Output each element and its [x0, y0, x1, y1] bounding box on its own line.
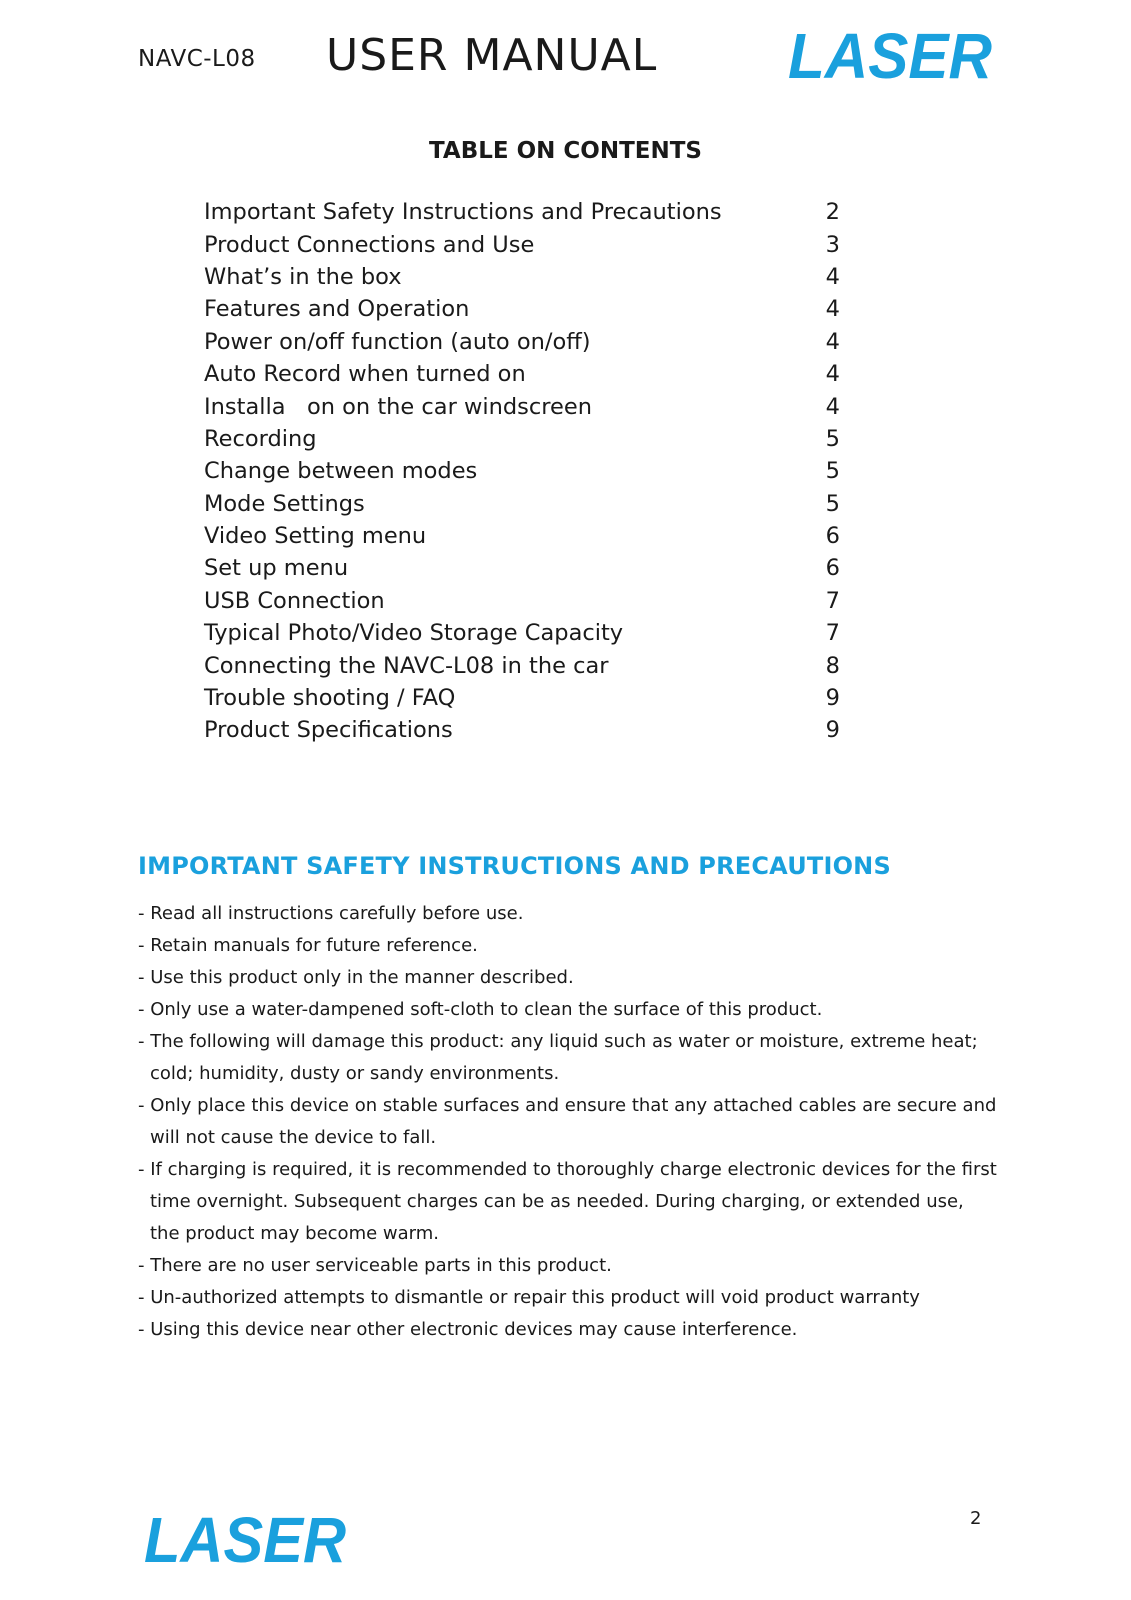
toc-entry-page: 7 — [825, 620, 840, 647]
safety-item: - Using this device near other electronic devices may cause interference. — [138, 1319, 798, 1340]
toc-entry-page: 4 — [825, 263, 840, 290]
model-number: NAVC-L08 — [138, 46, 256, 72]
toc-entry[interactable] — [204, 520, 840, 552]
toc-entry-page: 5 — [825, 458, 840, 485]
toc-entry[interactable] — [204, 293, 840, 325]
toc-entry[interactable] — [204, 649, 840, 681]
toc-entry-title: What’s in the box — [204, 263, 402, 290]
toc-entry-page: 8 — [825, 652, 840, 679]
toc-entry-title: Features and Operation — [204, 296, 470, 323]
toc-entry-title: Mode Settings — [204, 490, 365, 517]
toc-entry-title: Power on/off function (auto on/off) — [204, 328, 591, 355]
toc-entry-page: 3 — [825, 231, 840, 258]
safety-item: - Un-authorized attempts to dismantle or repair this product will void product warranty — [138, 1287, 920, 1308]
safety-item: - If charging is required, it is recommended to thoroughly charge electronic devices for the first time overnight. Subsequent charges can be as needed. During charging, or extended use, the product may become warm. — [138, 1159, 997, 1244]
table-of-contents — [204, 196, 840, 747]
toc-entry-page: 5 — [825, 490, 840, 517]
toc-entry-title: Product Connections and Use — [204, 231, 535, 258]
toc-entry[interactable] — [204, 326, 840, 358]
toc-entry-page: 4 — [825, 296, 840, 323]
toc-entry-page: 2 — [825, 199, 840, 226]
toc-entry[interactable] — [204, 358, 840, 390]
toc-entry-title: Product Specifications — [204, 717, 453, 744]
toc-entry-title: Connecting the NAVC-L08 in the car — [204, 652, 609, 679]
safety-list — [138, 898, 998, 1346]
safety-item: - The following will damage this product: any liquid such as water or moisture, extreme heat; cold; humidity, dusty or sandy environments. — [138, 1031, 978, 1084]
safety-item: - Only place this device on stable surfaces and ensure that any attached cables are secure and will not cause the device to fall. — [138, 1095, 997, 1148]
toc-entry[interactable] — [204, 423, 840, 455]
toc-entry-title: Installa on on the car windscreen — [204, 393, 592, 420]
toc-entry[interactable] — [204, 455, 840, 487]
toc-entry-page: 7 — [825, 587, 840, 614]
footer-logo-text: LASER — [144, 1504, 346, 1574]
toc-entry-title: Set up menu — [204, 555, 349, 582]
toc-entry-page: 9 — [825, 717, 840, 744]
document-title: USER MANUAL — [326, 30, 658, 81]
toc-entry-title: Important Safety Instructions and Precautions — [204, 199, 722, 226]
laser-logo — [784, 20, 996, 90]
toc-entry[interactable] — [204, 228, 840, 260]
laser-logo-footer — [140, 1504, 350, 1574]
toc-entry[interactable] — [204, 552, 840, 584]
toc-entry-title: USB Connection — [204, 587, 385, 614]
toc-entry-title: Typical Photo/Video Storage Capacity — [204, 620, 624, 647]
toc-entry[interactable] — [204, 714, 840, 746]
toc-entry-title: Trouble shooting / FAQ — [204, 685, 456, 712]
toc-entry[interactable] — [204, 585, 840, 617]
toc-entry[interactable] — [204, 617, 840, 649]
toc-entry[interactable] — [204, 390, 840, 422]
toc-entry-page: 9 — [825, 685, 840, 712]
toc-entry-page: 5 — [825, 425, 840, 452]
safety-item: - Read all instructions carefully before use. — [138, 903, 524, 924]
safety-section-title: IMPORTANT SAFETY INSTRUCTIONS AND PRECAUTIONS — [138, 852, 891, 880]
toc-entry[interactable] — [204, 488, 840, 520]
toc-entry-title: Change between modes — [204, 458, 478, 485]
toc-entry-page: 4 — [825, 361, 840, 388]
toc-entry[interactable] — [204, 261, 840, 293]
toc-entry-title: Auto Record when turned on — [204, 361, 526, 388]
toc-entry-title: Video Setting menu — [204, 523, 427, 550]
safety-item: - There are no user serviceable parts in this product. — [138, 1255, 612, 1276]
toc-entry-page: 4 — [825, 393, 840, 420]
toc-entry-title: Recording — [204, 425, 317, 452]
page-number: 2 — [970, 1508, 982, 1529]
safety-item: - Use this product only in the manner described. — [138, 967, 574, 988]
safety-item: - Retain manuals for future reference. — [138, 935, 478, 956]
toc-entry-page: 6 — [825, 555, 840, 582]
toc-entry[interactable] — [204, 682, 840, 714]
logo-text: LASER — [788, 20, 992, 90]
safety-item: - Only use a water-dampened soft-cloth to clean the surface of this product. — [138, 999, 823, 1020]
toc-entry-page: 6 — [825, 523, 840, 550]
toc-entry[interactable] — [204, 196, 840, 228]
toc-entry-page: 4 — [825, 328, 840, 355]
toc-heading: TABLE ON CONTENTS — [428, 138, 702, 164]
